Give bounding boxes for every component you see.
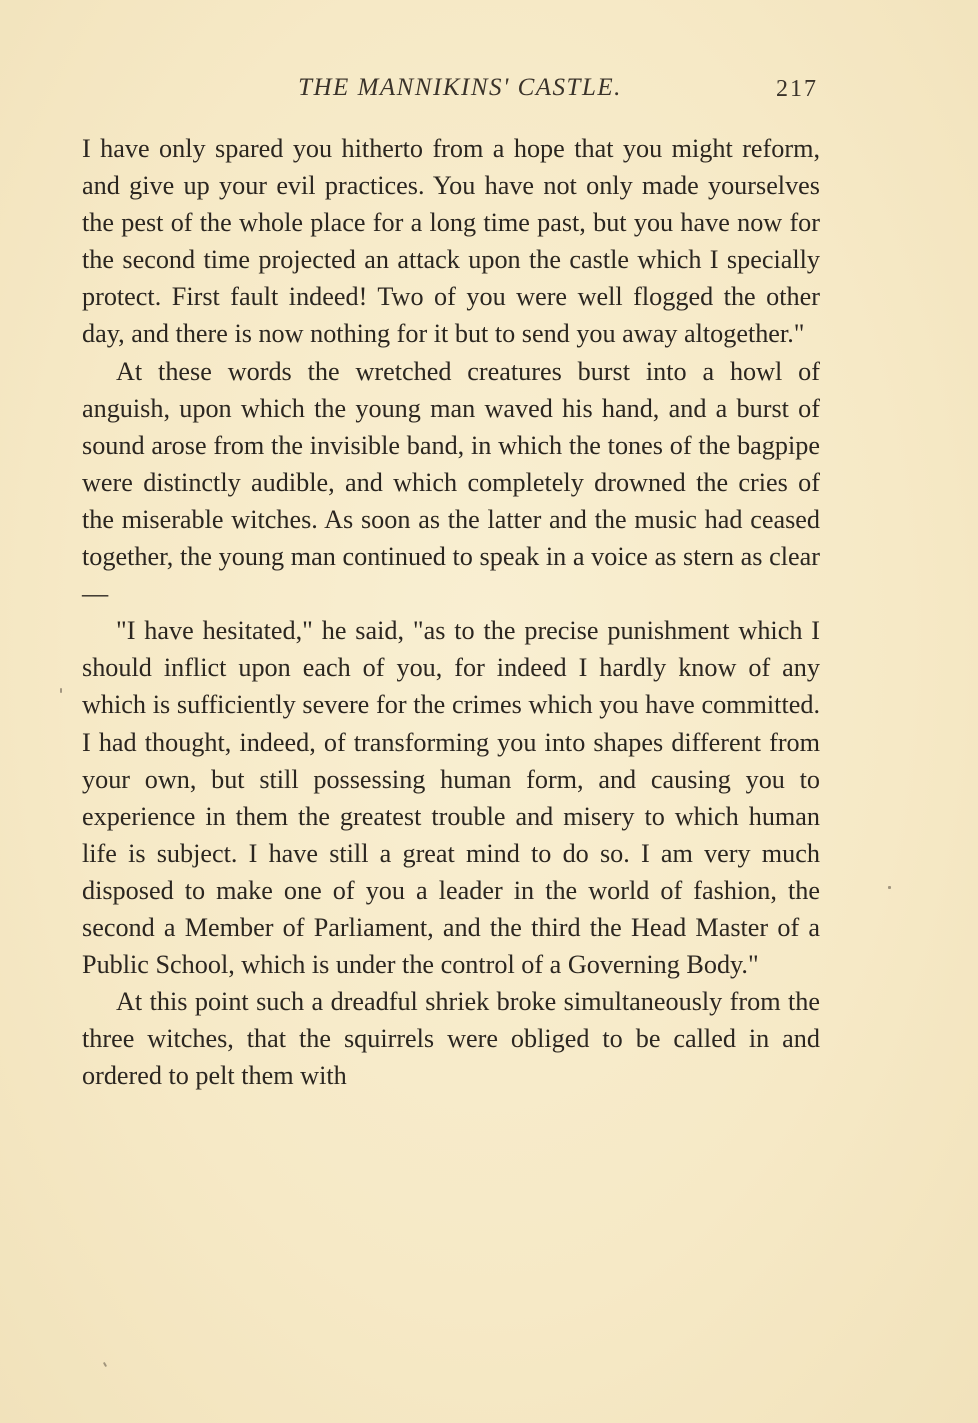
paper-speck	[103, 1362, 107, 1367]
running-title: THE MANNIKINS' CASTLE.	[298, 74, 622, 101]
paragraph-continued: I have only spared you hitherto from a hope that you might reform, and give up your evil practices. You have not only made yourselves the pest of the whole place for a long time past, but you have now for the second time projected an attack upon the castle which I specially protect. First fault indeed! Two of you were well flogged the other day, and there is now nothing for it but to send you away altogether."	[82, 134, 820, 349]
paragraph: At this point such a dreadful shriek broke simultaneously from the three witches, that the squirrels were obliged to be called in and ordered to pelt them with	[82, 987, 820, 1091]
paper-speck	[60, 688, 62, 693]
paragraph: At these words the wretched creatures burst into a howl of anguish, upon which the young man waved his hand, and a burst of sound arose from the invisible band, in which the tones of the bagpipe were distinctly audible, and which completely drowned the cries of the miserable witches. As soon as the latter and the music had ceased together, the young man continued to speak in a voice as stern as clear—	[82, 356, 820, 609]
body-text	[82, 130, 820, 1094]
paragraph: "I have hesitated," he said, "as to the precise punishment which I should inflict upon each of you, for indeed I hardly know of any which is sufficiently severe for the crimes which you have committed. I had thought, indeed, of transforming you into shapes different from your own, but still possessing human form, and causing you to experience in them the greatest trouble and misery to which human life is subject. I have still a great mind to do so. I am very much disposed to make one of you a leader in the world of fashion, the second a Member of Parliament, and the third the Head Master of a Public School, which is under the control of a Governing Body."	[82, 616, 820, 980]
running-head	[0, 70, 978, 110]
page-number: 217	[776, 76, 818, 102]
paper-speck	[888, 886, 891, 889]
